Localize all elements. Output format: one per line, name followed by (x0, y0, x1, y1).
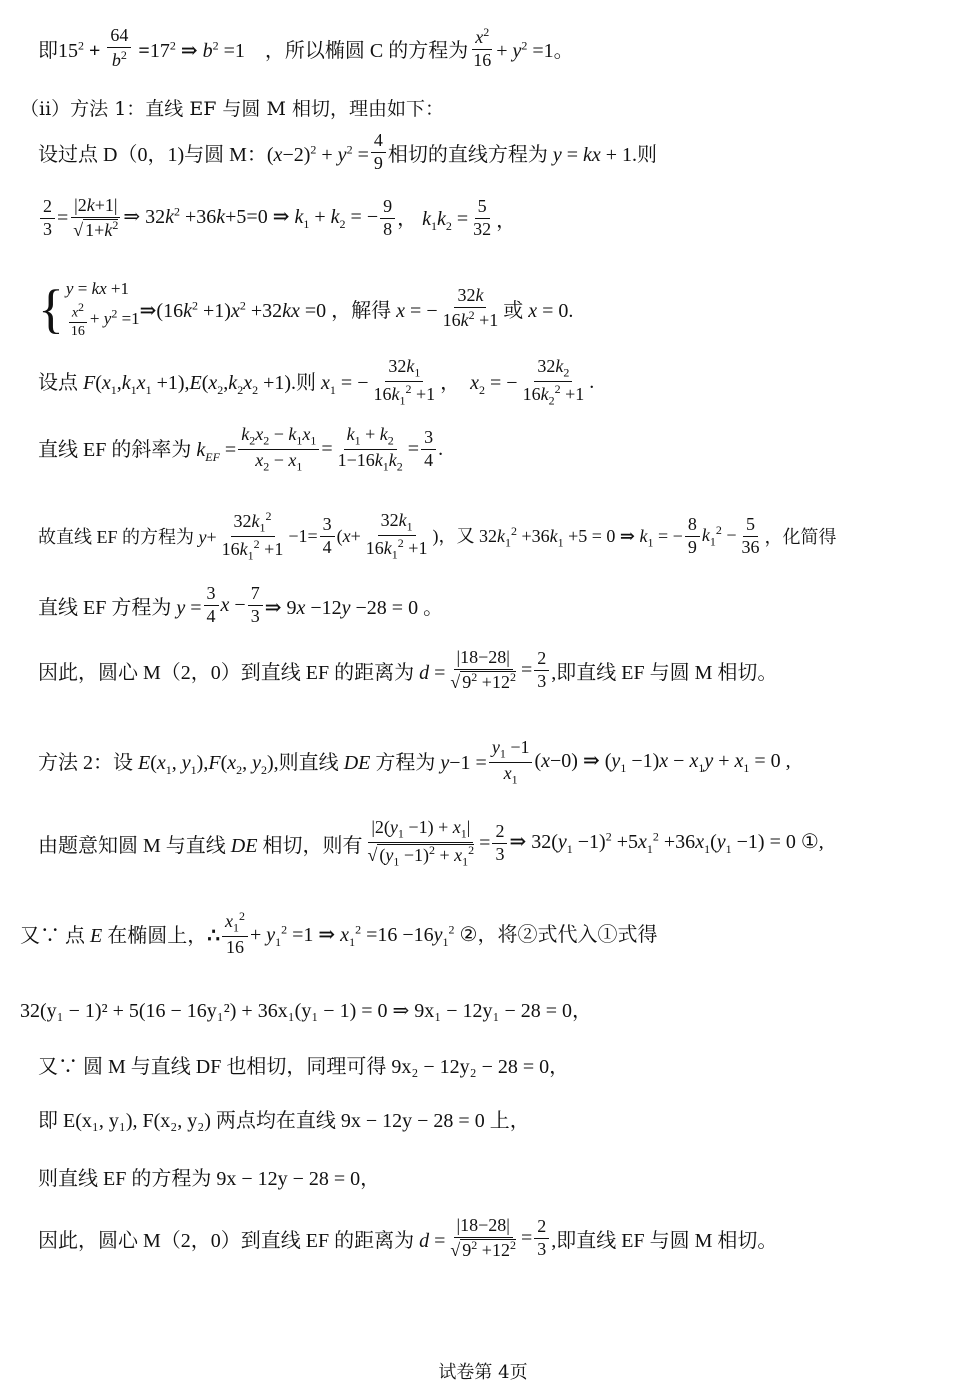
line-17: 则直线 EF 的方程为 9x − 12y − 28 = 0， (38, 1168, 381, 1190)
line-12: 由题意知圆 M 与直线 DE 相切，则有 $\frac{|2(y_1 -1) + x_1|}{√ (y_1 -1)^2 + x_1^2}$ = $\frac{2}{3}$ ⇒ $32(y_1 -1)^2 +5x_1^2 +36x_1(y_1 -1) = 0$ ①, (38, 817, 824, 869)
line-11: 方法 2：设 $E(x_1$, $y_1),F(x_2$, $y_2$),则直线 DE 方程为 y−1 = $\frac{y_1 -1}{x_1}$ (x−0) ⇒ $(y_1 -1)x - x_1y + x_1 = 0$ , (38, 737, 791, 787)
line-10: 因此，圆心 M（2，0）到直线 EF 的距离为 d = $\frac{|18-28|}{√ 9^2 +12^2}$ = $\frac{2}{3}$ ,即直线 EF 与圆 M 相切。 (38, 647, 778, 692)
line-15: 又∵ 圆 M 与直线 DF 也相切，同理可得 9x₂ − 12y₂ − 28 = 0， (38, 1056, 570, 1078)
line-16: 即 E(x₁, y₁), F(x₂, y₂) 两点均在直线 9x − 12y − 28 = 0 上， (38, 1110, 530, 1132)
line-8: 故直线 EF 的方程为 y+ $\frac{32k_1^2}{16k_1^2 +1}$ −1= $\frac{3}{4}$ (x+ $\frac{32k_1}{16k_1^2 +1}$ )，又 $32k_1^2 +36k_1 +5 = 0$ ⇒ $k_1$ = − $\frac{8}{9}$ $k_1^2$ − $\frac{5}{36}$ ，化简得 (38, 509, 837, 563)
line-7: 直线 EF 的斜率为 $k_{EF}$ = $\frac{k_2x_2 - k_1x_1}{x_2 - x_1}$ = $\frac{k_1 + k_2}{1-16k_1k_2}$ = $\frac{3}{4}$ . (38, 424, 444, 474)
line-1: 即$15^2$ + $\frac{64}{b^2}$ $=17^2$ ⇒ $b^2 =1$ ，所以椭圆 C 的方程为 $\frac{x^2}{16}$ + $y^2 =1$。 (38, 25, 574, 70)
line-5: { y = kx +1 $\frac{x^2}{16}$ + $y^2 =1$ $\Rightarrow(16k^2 +1)x^2 +32kx =0$ ，解得 x = − $\frac{32k}{16k^2 +1}$ 或 x = 0. (38, 278, 574, 339)
page-footer: 试卷第 4页 (438, 1362, 528, 1383)
line-4: $\frac{2}{3}$ = $\frac{|2k+1|}{√ 1+k^2}$ ⇒ $32k^2 +36k+5=0$ ⇒ $k_1 + k_2$ = − $\frac{9}{8}$ ， $k_1k_2$ = $\frac{5}{32}$ ， (38, 196, 516, 241)
line-18: 因此，圆心 M（2，0）到直线 EF 的距离为 d = $\frac{|18-28|}{√ 9^2 +12^2}$ = $\frac{2}{3}$ ,即直线 EF 与圆 M 相切。 (38, 1215, 778, 1260)
line-6: 设点 $F(x_1,k_1x_1 +1),E(x_2,k_2x_2 +1)$.则 $x_1$ = − $\frac{32k_1}{16k_1^2 +1}$ ， $x_2$ = − $\frac{32k_2}{16k_2^2 +1}$ . (38, 356, 595, 408)
line-9: 直线 EF 方程为 y = $\frac{3}{4}$ x − $\frac{7}{3}$ ⇒ 9x −12y −28 = 0 。 (38, 583, 444, 626)
line-13: 又∵ 点 E 在椭圆上，∴ $\frac{x_1^2}{16}$ + $y_1^2 =1$ ⇒ $x_1^2 =16 -16y_1^2$ ②，将②式代入①式得 (20, 909, 658, 957)
line-3: 设过点 D（0，1)与圆 M：$(x-2)^2 + y^2$ = $\frac{4}{9}$ 相切的直线方程为 y = kx + 1.则 (38, 130, 658, 173)
line-14: 32(y₁ − 1)² + 5(16 − 16y₁²) + 36x₁(y₁ − 1) = 0 ⇒ 9x₁ − 12y₁ − 28 = 0， (20, 1000, 593, 1022)
line-2: （ii）方法 1：直线 EF 与圆 M 相切，理由如下： (20, 98, 444, 120)
